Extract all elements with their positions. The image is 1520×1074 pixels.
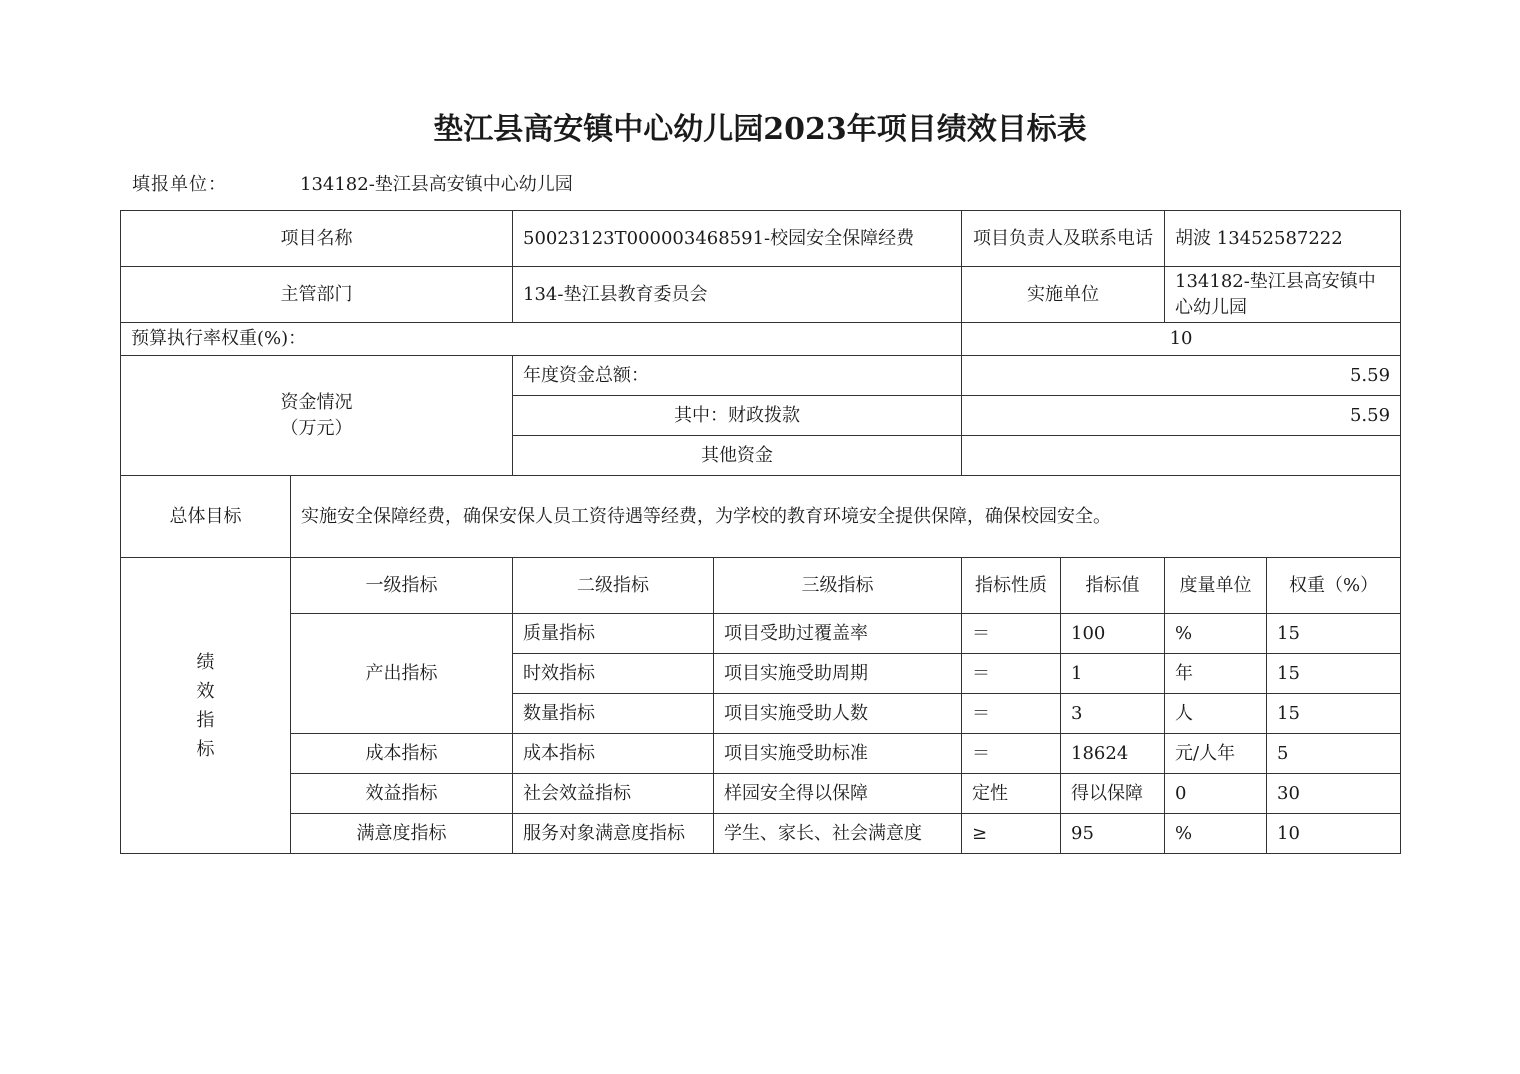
table-row [121, 614, 1401, 654]
header-value: 指标值 [1061, 558, 1165, 614]
funds-fiscal-value: 5.59 [962, 396, 1401, 436]
level2-cell: 成本指标 [513, 734, 714, 774]
funds-other-value [962, 436, 1401, 476]
goal-label: 总体目标 [121, 476, 291, 558]
funds-total-label: 年度资金总额： [513, 356, 962, 396]
value-cell: 3 [1061, 694, 1165, 734]
indicator-section-char: 指 [196, 709, 215, 731]
weight-cell: 15 [1267, 614, 1401, 654]
level2-cell: 时效指标 [513, 654, 714, 694]
table-row [121, 734, 1401, 774]
table-row [121, 814, 1401, 854]
level2-cell: 社会效益指标 [513, 774, 714, 814]
header-nature: 指标性质 [962, 558, 1061, 614]
level3-cell: 学生、家长、社会满意度 [714, 814, 962, 854]
project-contact-label: 项目负责人及联系电话 [962, 211, 1165, 267]
header-level1: 一级指标 [291, 558, 513, 614]
value-cell: 95 [1061, 814, 1165, 854]
indicator-section-char: 效 [196, 680, 215, 702]
dept-label: 主管部门 [121, 267, 513, 323]
funds-label-line1: 资金情况 [280, 391, 353, 413]
weight-cell: 15 [1267, 694, 1401, 734]
project-name-value: 50023123T000003468591-校园安全保障经费 [513, 211, 962, 267]
value-cell: 得以保障 [1061, 774, 1165, 814]
goal-text: 实施安全保障经费，确保安保人员工资待遇等经费，为学校的教育环境安全提供保障，确保校园安全。 [291, 476, 1401, 558]
unit-cell: 0 [1165, 774, 1267, 814]
nature-cell: ≥ [962, 814, 1061, 854]
project-contact-value: 胡波 13452587222 [1165, 211, 1401, 267]
indicator-section-char: 标 [196, 738, 215, 760]
level1-cell: 成本指标 [291, 734, 513, 774]
level3-cell: 项目实施受助标准 [714, 734, 962, 774]
header-weight: 权重（%） [1267, 558, 1401, 614]
header-level3: 三级指标 [714, 558, 962, 614]
weight-cell: 10 [1267, 814, 1401, 854]
value-cell: 1 [1061, 654, 1165, 694]
indicator-header-row [121, 558, 1401, 614]
goal-row [121, 476, 1401, 558]
weight-cell: 30 [1267, 774, 1401, 814]
dept-value: 134-垫江县教育委员会 [513, 267, 962, 323]
level3-cell: 项目实施受助人数 [714, 694, 962, 734]
weight-cell: 15 [1267, 654, 1401, 694]
funds-fiscal-label: 其中：财政拨款 [513, 396, 962, 436]
project-name-label: 项目名称 [121, 211, 513, 267]
fill-unit-label: 填报单位： [132, 174, 227, 195]
unit-cell: % [1165, 614, 1267, 654]
fill-unit-value: 134182-垫江县高安镇中心幼儿园 [300, 174, 573, 195]
indicator-section-char: 绩 [196, 651, 215, 673]
level2-cell: 质量指标 [513, 614, 714, 654]
weight-cell: 5 [1267, 734, 1401, 774]
indicator-section-label [121, 558, 291, 854]
impl-unit-value: 134182-垫江县高安镇中心幼儿园 [1165, 267, 1401, 323]
table-row [121, 774, 1401, 814]
budget-rate-row [121, 323, 1401, 356]
nature-cell: ＝ [962, 654, 1061, 694]
level2-cell: 服务对象满意度指标 [513, 814, 714, 854]
dept-row [121, 267, 1401, 323]
budget-rate-value: 10 [962, 323, 1401, 356]
header-level2: 二级指标 [513, 558, 714, 614]
header-unit: 度量单位 [1165, 558, 1267, 614]
level3-cell: 项目实施受助周期 [714, 654, 962, 694]
nature-cell: ＝ [962, 734, 1061, 774]
unit-cell: 人 [1165, 694, 1267, 734]
nature-cell: 定性 [962, 774, 1061, 814]
performance-table [120, 210, 1401, 854]
project-name-row [121, 211, 1401, 267]
level2-cell: 数量指标 [513, 694, 714, 734]
unit-cell: 元/人年 [1165, 734, 1267, 774]
output-indicator-label: 产出指标 [291, 614, 513, 734]
page-title: 垫江县高安镇中心幼儿园2023年项目绩效目标表 [433, 112, 1087, 147]
level1-cell: 效益指标 [291, 774, 513, 814]
fill-unit-line [132, 170, 573, 196]
funds-total-row [121, 356, 1401, 396]
level1-cell: 满意度指标 [291, 814, 513, 854]
value-cell: 100 [1061, 614, 1165, 654]
impl-unit-label: 实施单位 [962, 267, 1165, 323]
level3-cell: 样园安全得以保障 [714, 774, 962, 814]
level3-cell: 项目受助过覆盖率 [714, 614, 962, 654]
nature-cell: ＝ [962, 614, 1061, 654]
value-cell: 18624 [1061, 734, 1165, 774]
unit-cell: % [1165, 814, 1267, 854]
unit-cell: 年 [1165, 654, 1267, 694]
funds-other-label: 其他资金 [513, 436, 962, 476]
nature-cell: ＝ [962, 694, 1061, 734]
funds-total-value: 5.59 [962, 356, 1401, 396]
budget-rate-label: 预算执行率权重(%)： [121, 323, 962, 356]
funds-label-line2: （万元） [280, 417, 353, 439]
funds-label [121, 356, 513, 476]
